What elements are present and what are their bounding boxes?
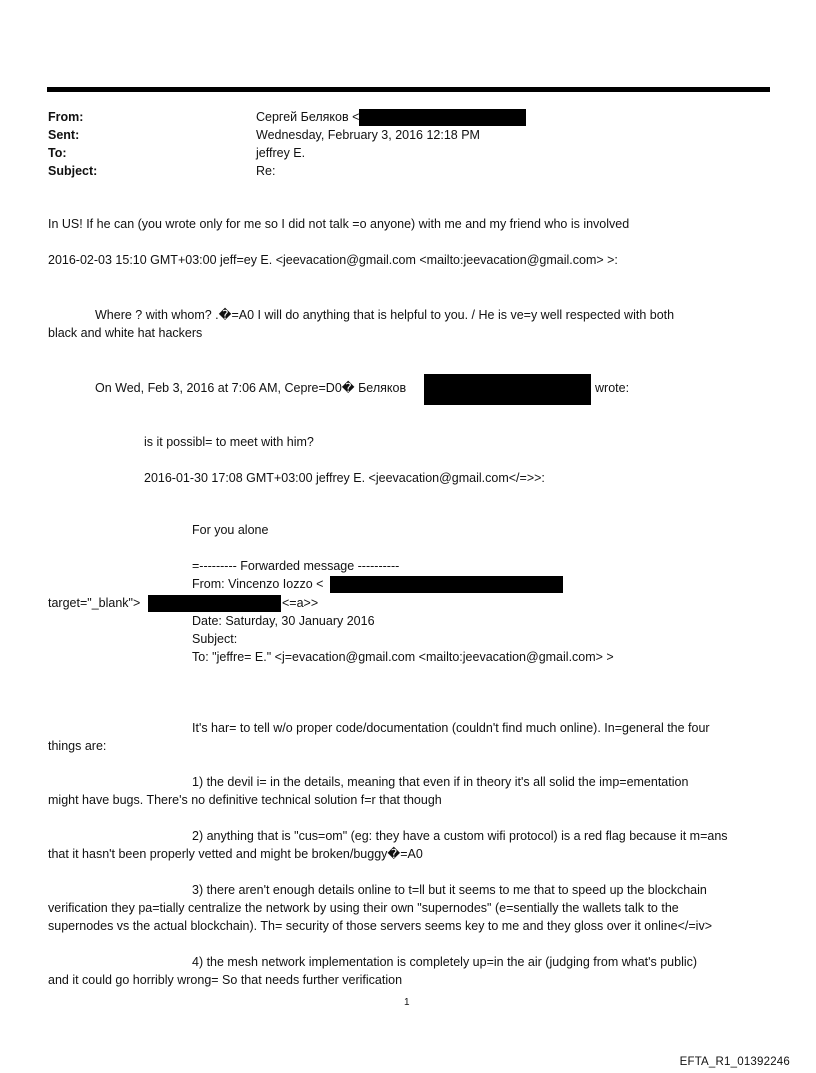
from-value: Сергей Беляков < [256, 110, 360, 124]
list-item: might have bugs. There's no definitive technical solution f=r that though [48, 793, 442, 807]
list-item: that it hasn't been properly vetted and might be broken/buggy�=A0 [48, 847, 423, 861]
to-value: jeffrey E. [256, 146, 306, 160]
forwarded-date: Date: Saturday, 30 January 2016 [192, 614, 375, 628]
redaction-box [330, 576, 563, 593]
list-item: 2) anything that is "cus=om" (eg: they have a custom wifi protocol) is a red flag because it m=ans [192, 829, 728, 843]
quoted-header: 2016-02-03 15:10 GMT+03:00 jeff=ey E. <jeevacation@gmail.com <mailto:jeevacation@gmail.com> >: [48, 253, 618, 267]
page-number: 1 [404, 997, 410, 1008]
quoted-header: 2016-01-30 17:08 GMT+03:00 jeffrey E. <jeevacation@gmail.com</=>>: [144, 471, 545, 485]
subject-value: Re: [256, 164, 276, 178]
quoted-header-tail: wrote: [595, 381, 630, 395]
redaction-box [424, 374, 591, 405]
body-paragraph: black and white hat hackers [48, 326, 203, 340]
sent-value: Wednesday, February 3, 2016 12:18 PM [256, 128, 480, 142]
document-id: EFTA_R1_01392246 [679, 1056, 790, 1068]
forwarded-separator: =--------- Forwarded message ---------- [192, 559, 400, 573]
to-label: To: [48, 146, 67, 160]
forwarded-target: target="_blank"> [48, 596, 141, 610]
forwarded-tail: <=a>> [282, 596, 319, 610]
list-item: supernodes vs the actual blockchain). Th= security of those servers seems key to me and they gloss over it online</=iv> [48, 919, 713, 933]
quoted-header: On Wed, Feb 3, 2016 at 7:06 AM, Cepre=D0� Беляков [95, 381, 407, 395]
header-rule [47, 87, 770, 92]
body-paragraph: Where ? with whom? .�=A0 I will do anything that is helpful to you. / He is ve=y well respected with both [95, 308, 675, 322]
forwarded-to: To: "jeffre= E." <j=evacation@gmail.com <mailto:jeevacation@gmail.com> > [192, 650, 614, 664]
forwarded-from: From: Vincenzo Iozzo < [192, 577, 324, 591]
forwarded-subject: Subject: [192, 632, 238, 646]
sent-label: Sent: [48, 128, 80, 142]
subject-label: Subject: [48, 164, 98, 178]
list-item: 4) the mesh network implementation is completely up=in the air (judging from what's public) [192, 955, 698, 969]
body-paragraph: is it possibl= to meet with him? [144, 435, 314, 449]
redaction-box [148, 595, 281, 612]
from-label: From: [48, 110, 84, 124]
list-item: verification they pa=tially centralize the network by using their own "supernodes" (e=sentially the wallets talk to the [48, 901, 679, 915]
list-item: 3) there aren't enough details online to t=ll but it seems to me that to speed up the blockchain [192, 883, 707, 897]
body-paragraph: For you alone [192, 523, 269, 537]
body-paragraph: things are: [48, 739, 107, 753]
list-item: 1) the devil i= in the details, meaning that even if in theory it's all solid the imp=ementation [192, 775, 689, 789]
body-paragraph: In US! If he can (you wrote only for me so I did not talk =o anyone) with me and my friend who is involved [48, 217, 630, 231]
body-paragraph: It's har= to tell w/o proper code/documentation (couldn't find much online). In=general the four [192, 721, 710, 735]
redaction-box [359, 109, 526, 126]
list-item: and it could go horribly wrong= So that needs further verification [48, 973, 403, 987]
